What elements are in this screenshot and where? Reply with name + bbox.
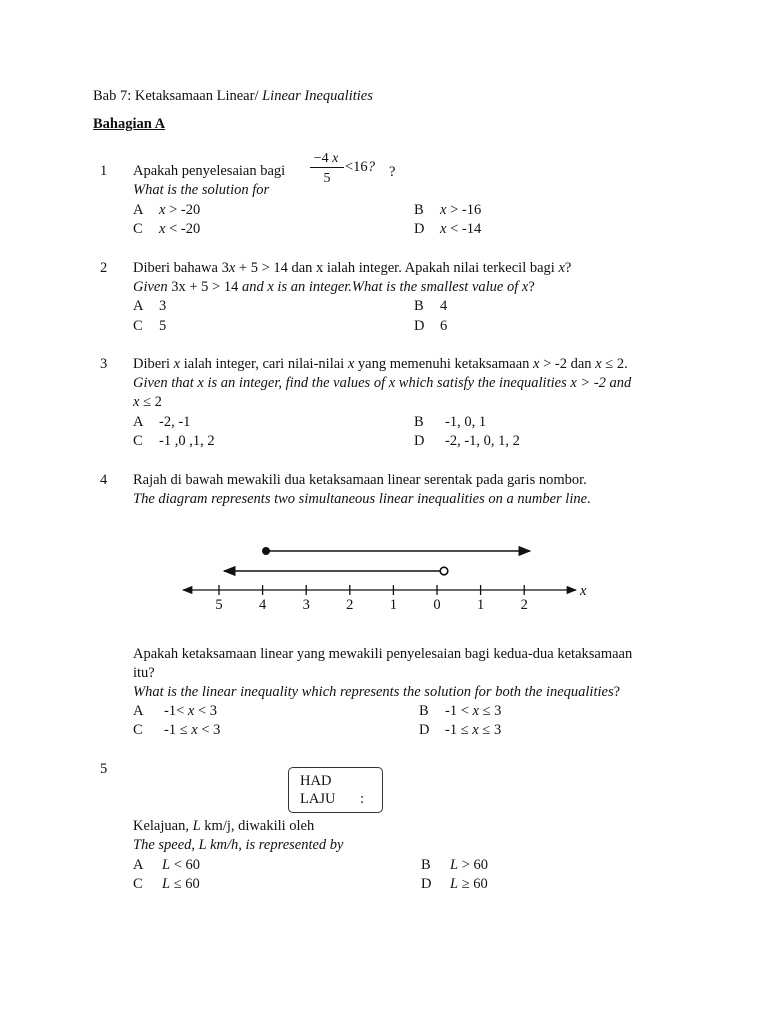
number-line-tick-label: 2	[346, 597, 354, 613]
q1-number: 1	[100, 163, 108, 179]
q5-number: 5	[100, 761, 108, 777]
q2-option-b[interactable]: B 4	[414, 298, 448, 314]
q4-question-malay-line1: Apakah ketaksamaan linear yang mewakili penyelesaian bagi kedua-dua ketaksamaan	[133, 646, 633, 662]
number-line-ticks	[215, 585, 527, 613]
q2-option-c[interactable]: C 5	[133, 318, 167, 334]
number-line-tick-label: 3	[302, 597, 310, 613]
q4-question-english: What is the linear inequality which represents the solution for both the inequalities?	[133, 684, 621, 700]
q1-trailing-mark: ?	[389, 164, 396, 180]
q2-text-english: Given 3x + 5 > 14 and x is an integer.What is the smallest value of x?	[133, 279, 535, 295]
speed-limit-sign-line1: HAD	[300, 773, 332, 789]
speed-limit-sign-colon: :	[360, 791, 365, 807]
title-english: Linear Inequalities	[262, 88, 373, 104]
q4-text-malay: Rajah di bawah mewakili dua ketaksamaan linear serentak pada garis nombor.	[133, 472, 587, 488]
q3-option-b[interactable]: B -1, 0, 1	[414, 414, 487, 430]
q2-option-a[interactable]: A 3	[133, 298, 167, 314]
q4-option-a[interactable]: A -1< x < 3	[133, 703, 218, 719]
number-line-tick-label: 1	[476, 597, 485, 613]
axis-label-x: x	[580, 583, 587, 599]
q1-text-malay: Apakah penyelesaian bagi	[133, 163, 286, 179]
q3-number: 3	[100, 356, 108, 372]
section-title: Bahagian A	[93, 116, 166, 132]
speed-limit-sign-line2: LAJU	[300, 791, 336, 807]
open-dot-icon	[440, 567, 448, 575]
q5-option-a[interactable]: A L < 60	[133, 857, 201, 873]
number-line-tick-label: 1	[389, 597, 398, 613]
closed-dot-icon	[262, 547, 270, 555]
q1-fraction-denominator: 5	[323, 171, 331, 186]
q4-option-d[interactable]: D -1 ≤ x ≤ 3	[419, 722, 502, 738]
q2-option-d[interactable]: D 6	[414, 318, 448, 334]
number-line-tick-label: 5	[215, 597, 223, 613]
q3-option-a[interactable]: A -2, -1	[133, 414, 191, 430]
q1-fraction-relation: <16?	[345, 159, 375, 175]
title-malay: Bab 7: Ketaksamaan Linear/	[93, 88, 263, 104]
q4-number: 4	[100, 472, 108, 488]
q1-option-c[interactable]: C x < -20	[133, 221, 201, 237]
number-line-tick-label: 4	[258, 597, 267, 613]
number-line-tick-label: 0	[433, 597, 441, 613]
q4-option-c[interactable]: C -1 ≤ x < 3	[133, 722, 221, 738]
q4-option-b[interactable]: B -1 < x ≤ 3	[419, 703, 502, 719]
q5-option-b[interactable]: B L > 60	[421, 857, 489, 873]
q3-option-c[interactable]: C -1 ,0 ,1, 2	[133, 433, 215, 449]
q5-text-malay: Kelajuan, L km/j, diwakili oleh	[133, 818, 315, 834]
q4-text-english: The diagram represents two simultaneous linear inequalities on a number line.	[133, 491, 591, 507]
q1-option-b[interactable]: B x > -16	[414, 202, 482, 218]
q5-option-c[interactable]: C L ≤ 60	[133, 876, 200, 892]
q4-question-malay-line2: itu?	[133, 665, 155, 681]
q3-text-english-line1: Given that x is an integer, find the values of x which satisfy the inequalities x > -2 and	[133, 375, 632, 391]
q1-text-english: What is the solution for	[133, 182, 270, 198]
q3-option-d[interactable]: D -2, -1, 0, 1, 2	[414, 433, 520, 449]
q2-text-malay: Diberi bahawa 3x + 5 > 14 dan x ialah integer. Apakah nilai terkecil bagi x?	[133, 260, 572, 276]
q5-option-d[interactable]: D L ≥ 60	[421, 876, 488, 892]
q3-text-english-line2: x ≤ 2	[133, 394, 162, 410]
q1-fraction-numerator: −4 x	[313, 151, 339, 166]
q3-text-malay: Diberi x ialah integer, cari nilai-nilai x yang memenuhi ketaksamaan x > -2 dan x ≤ 2.	[133, 356, 628, 372]
q1-option-a[interactable]: A x > -20	[133, 202, 201, 218]
q1-option-d[interactable]: D x < -14	[414, 221, 482, 237]
q2-number: 2	[100, 260, 108, 276]
q5-text-english: The speed, L km/h, is represented by	[133, 837, 344, 853]
number-line-tick-label: 2	[520, 597, 528, 613]
